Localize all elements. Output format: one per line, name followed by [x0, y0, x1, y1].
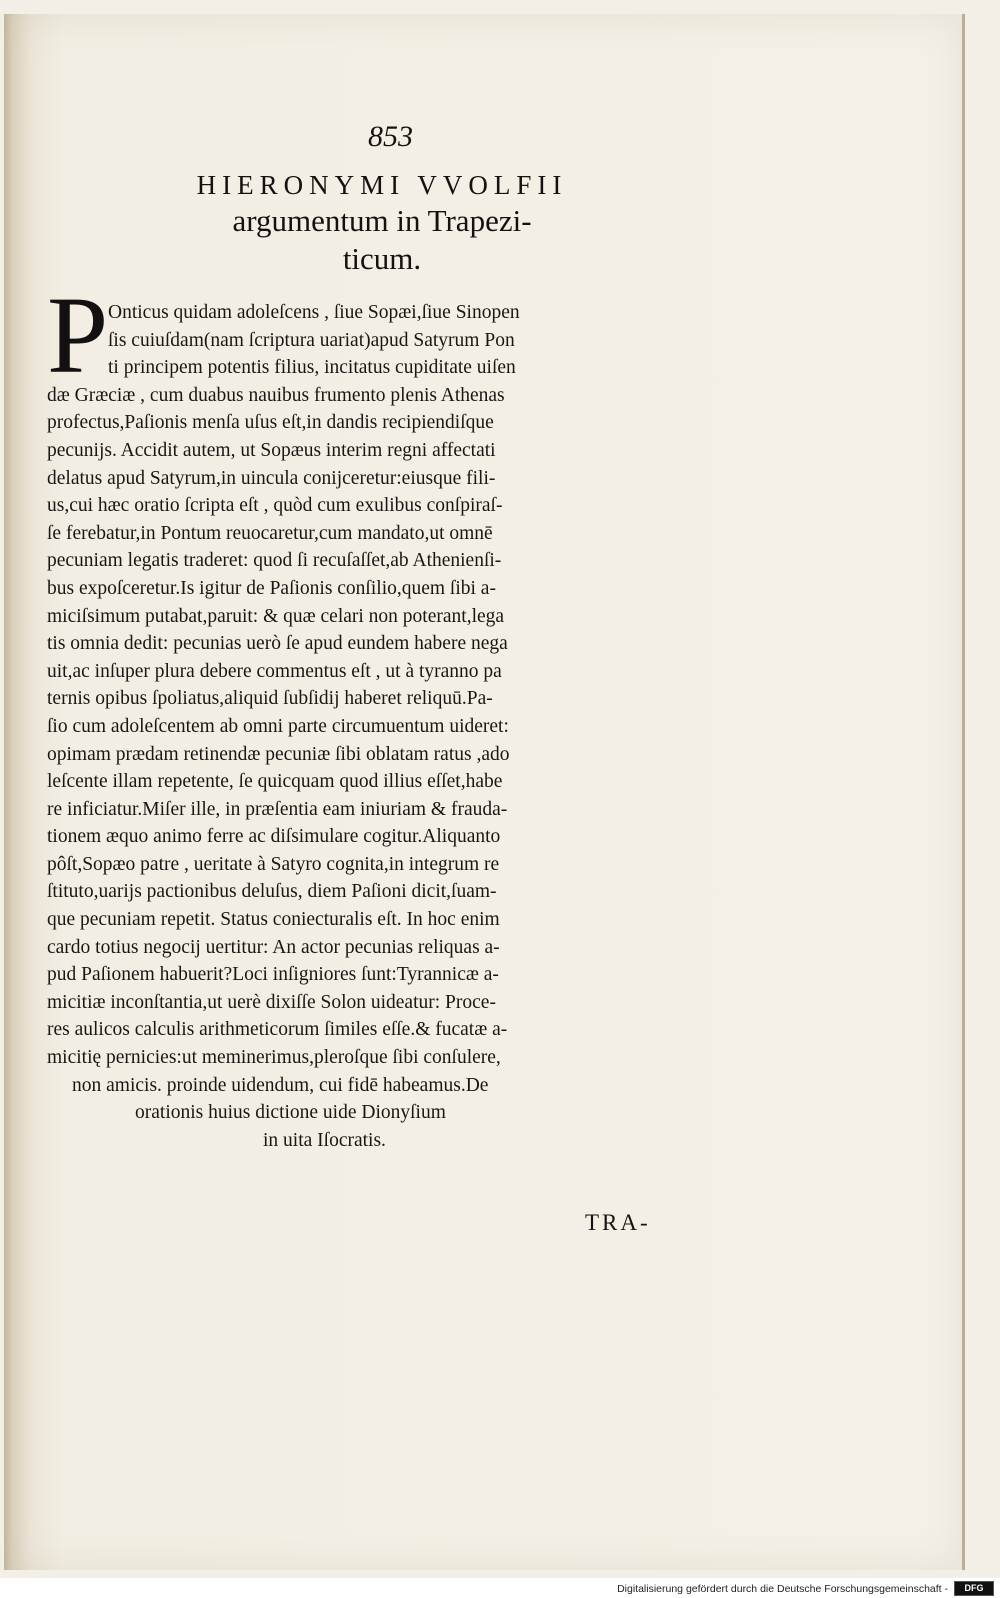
text-line: pecunijs. Accidit autem, ut Sopæus interim regni affectati — [47, 439, 496, 461]
text-line: pôſt,Sopæo patre , ueritate à Satyro cognita,in integrum re — [47, 853, 500, 875]
page-number: 853 — [368, 120, 413, 153]
text-line: non amicis. proinde uidendum, cui fidē habeamus.De — [72, 1074, 489, 1096]
text-line: dæ Græciæ , cum duabus nauibus frumento plenis Athenas — [47, 384, 505, 406]
text-line: micitiæ inconſtantia,ut uerè dixiſſe Solon uideatur: Proce- — [47, 991, 496, 1013]
heading-line: HIERONYMI VVOLFII — [196, 170, 568, 200]
text-line: leſcente illam repetente, ſe quicquam quod illius eſſet,habe — [47, 771, 503, 793]
text-line: orationis huius dictione uide Dionyſium — [135, 1102, 446, 1124]
drop-cap-initial: P — [47, 274, 109, 396]
text-line: ſio cum adoleſcentem ab omni parte circumuentum uideret: — [47, 715, 509, 737]
text-line: que pecuniam repetit. Status coniecturalis eſt. In hoc enim — [47, 909, 500, 931]
digitization-credit: Digitalisierung gefördert durch die Deutsche Forschungsgemeinschaft - — [617, 1583, 948, 1595]
heading-line: ticum. — [342, 241, 422, 276]
text-line: pecuniam legatis traderet: quod ſi recuſaſſet,ab Athenienſi- — [47, 550, 502, 572]
text-line: Onticus quidam adoleſcens , ſiue Sopæi,ſiue Sinopen — [108, 302, 520, 323]
argument-text — [47, 299, 672, 1154]
chapter-heading — [112, 168, 652, 278]
text-line: ſtituto,uarijs pactionibus deluſus, diem Paſioni dicit,ſuam- — [47, 881, 497, 903]
text-line: tis omnia dedit: pecunias uerò ſe apud eundem habere nega — [47, 633, 508, 655]
text-line: delatus apud Satyrum,in uincula conijceretur:eiusque fili- — [47, 467, 496, 489]
text-line: opimam prædam retinendæ pecuniæ ſibi oblatam ratus ,ado — [47, 743, 510, 765]
text-line: tionem æquo animo ferre ac diſsimulare cogitur.Aliquanto — [47, 826, 501, 848]
text-line: ſis cuiuſdam(nam ſcriptura uariat)apud Satyrum Pon — [108, 329, 515, 351]
text-line: uit,ac inſuper plura debere commentus eſt , ut à tyranno pa — [47, 660, 502, 682]
text-line: ti principem potentis filius, incitatus cupiditate uiſen — [108, 357, 516, 379]
text-line: ſe ferebatur,in Pontum reuocaretur,cum mandato,ut omnē — [47, 522, 493, 544]
catchword: TRA- — [585, 1210, 651, 1235]
text-line: re inficiatur.Miſer ille, in præſentia eam iniuriam & frauda- — [47, 798, 508, 820]
text-line: us,cui hæc oratio ſcripta eſt , quòd cum exulibus conſpiraſ- — [47, 495, 503, 517]
text-line: micitię pernicies:ut meminerimus,pleroſque ſibi conſulere, — [47, 1047, 501, 1069]
dfg-logo: DFG — [954, 1581, 994, 1596]
text-line: in uita Iſocratis. — [263, 1129, 386, 1151]
text-line: cardo totius negocij uertitur: An actor pecunias reliquas a- — [47, 936, 500, 958]
text-line: ternis opibus ſpoliatus,aliquid ſubſidij haberet reliquū.Pa- — [47, 688, 493, 710]
text-line: bus expoſceretur.Is igitur de Paſionis conſilio,quem ſibi a- — [47, 577, 496, 599]
text-line: res aulicos calculis arithmeticorum ſimiles eſſe.& fucatæ a- — [47, 1019, 508, 1041]
text-line: profectus,Paſionis menſa uſus eſt,in dandis recipiendiſque — [47, 412, 494, 434]
heading-line: argumentum in Trapezi- — [232, 203, 532, 238]
text-line: pud Paſionem habuerit?Loci inſigniores ſunt:Tyrannicæ a- — [47, 964, 499, 986]
text-line: miciſsimum putabat,paruit: & quæ celari non poterant,lega — [47, 605, 505, 627]
